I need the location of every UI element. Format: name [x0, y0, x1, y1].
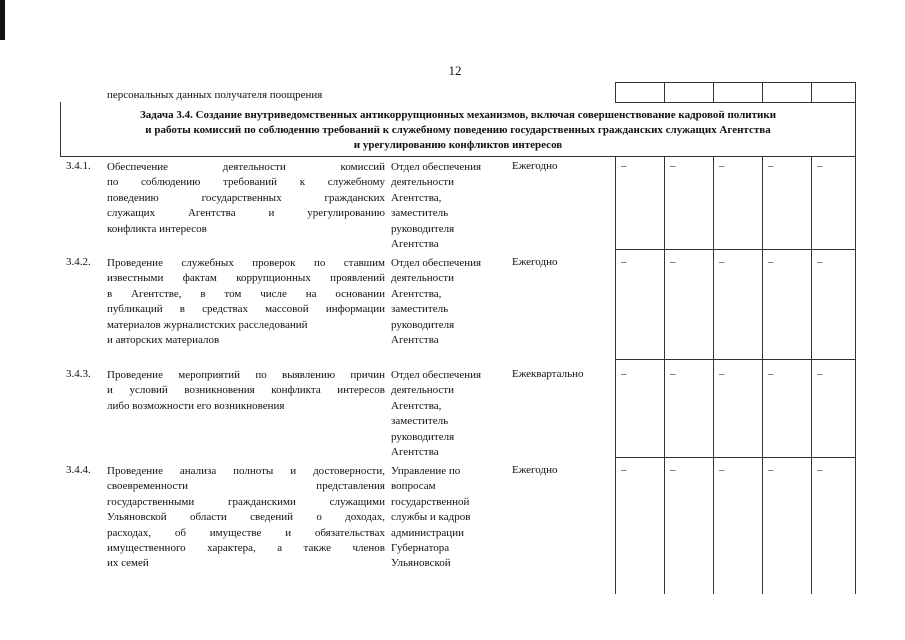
- responsible-line: Агентства,: [391, 191, 442, 204]
- responsible-line: Ульяновской: [391, 557, 451, 570]
- value-column-divider: [713, 156, 714, 594]
- value-cell: –: [621, 160, 627, 172]
- row-responsible: [391, 160, 481, 252]
- responsible-line: Управление по: [391, 465, 461, 477]
- description-line: либо возможности его возникновения: [107, 399, 285, 412]
- description-line: расходах, об имуществе и обязательствах: [107, 526, 385, 539]
- row-number: 3.4.2.: [66, 256, 91, 268]
- row-period: Ежегодно: [512, 160, 558, 172]
- task-heading-line: и урегулированию конфликтов интересов: [353, 139, 563, 151]
- task-header-bottom-border: [60, 156, 856, 157]
- description-line: своевременности представления: [107, 480, 385, 493]
- row-responsible: [391, 256, 481, 348]
- responsible-line: Агентства: [391, 238, 439, 251]
- value-cell: –: [670, 256, 676, 268]
- row-description: [107, 464, 385, 572]
- row-3-4-2-bottom-border: [615, 359, 856, 360]
- responsible-line: деятельности: [391, 272, 454, 285]
- description-line: Обеспечение деятельности комиссий: [107, 161, 385, 173]
- row-period: Ежеквартально: [512, 368, 584, 380]
- responsible-line: службы и кадров: [391, 511, 471, 524]
- responsible-line: руководителя: [391, 430, 455, 443]
- row-number: 3.4.1.: [66, 160, 91, 172]
- table-top-border: [615, 82, 856, 83]
- description-line: и авторских материалов: [107, 334, 220, 347]
- row-description: [107, 160, 385, 237]
- description-line: государственными гражданскими служащими: [107, 495, 385, 508]
- value-cell: –: [719, 160, 725, 172]
- description-line: Проведение анализа полноты и достоверности,: [107, 465, 385, 477]
- row-responsible: [391, 464, 470, 572]
- table-right-border: [855, 156, 856, 594]
- description-line: Проведение мероприятий по выявлению причин: [107, 369, 385, 381]
- value-cell: –: [670, 368, 676, 380]
- value-cell: –: [670, 160, 676, 172]
- responsible-line: Агентства,: [391, 287, 442, 300]
- value-cell: –: [670, 464, 676, 476]
- responsible-line: деятельности: [391, 176, 454, 189]
- description-line: Ульяновской области сведений о доходах,: [107, 511, 385, 524]
- value-cell: –: [768, 256, 774, 268]
- value-column-divider: [762, 82, 763, 103]
- description-line: их семей: [107, 557, 149, 570]
- description-line: конфликта интересов: [107, 222, 207, 235]
- row-number: 3.4.4.: [66, 464, 91, 476]
- value-cell: –: [621, 464, 627, 476]
- responsible-line: Агентства,: [391, 399, 442, 412]
- responsible-line: заместитель: [391, 303, 449, 316]
- responsible-line: администрации: [391, 526, 464, 539]
- value-cell: –: [817, 464, 823, 476]
- description-line: публикаций в средствах массовой информации: [107, 303, 385, 316]
- row-3-4-3-bottom-border: [615, 457, 856, 458]
- value-column-divider: [664, 82, 665, 103]
- description-line: по соблюдению требований к служебному: [107, 176, 385, 189]
- value-column-divider: [615, 156, 616, 594]
- description-line: поведению государственных гражданских: [107, 191, 385, 204]
- responsible-line: Отдел обеспечения: [391, 369, 482, 381]
- continuation-text: персональных данных получателя поощрения: [107, 89, 323, 101]
- scan-edge-mark: [0, 0, 5, 40]
- responsible-line: руководителя: [391, 318, 455, 331]
- responsible-line: деятельности: [391, 384, 454, 397]
- value-column-divider: [664, 156, 665, 594]
- value-cell: –: [621, 256, 627, 268]
- responsible-line: Губернатора: [391, 542, 450, 555]
- value-cell: –: [817, 160, 823, 172]
- task-heading-line: и работы комиссий по соблюдению требований к служебному поведению государственных гражданских служащих Агентства: [145, 124, 771, 136]
- value-cell: –: [768, 160, 774, 172]
- value-column-divider: [811, 156, 812, 594]
- responsible-line: Агентства: [391, 334, 439, 347]
- description-line: материалов журналистских расследований: [107, 318, 308, 331]
- continuation-row-bottom-border: [615, 102, 856, 103]
- row-responsible: [391, 368, 481, 460]
- responsible-line: Отдел обеспечения: [391, 161, 482, 173]
- row-period: Ежегодно: [512, 256, 558, 268]
- value-column-divider: [811, 82, 812, 103]
- page-number: 12: [448, 63, 462, 78]
- description-line: и условий возникновения конфликта интересов: [107, 384, 385, 397]
- responsible-line: руководителя: [391, 222, 455, 235]
- responsible-line: заместитель: [391, 207, 449, 220]
- row-3-4-1-bottom-border: [615, 249, 856, 250]
- value-cell: –: [768, 368, 774, 380]
- value-column-divider: [713, 82, 714, 103]
- value-cell: –: [719, 464, 725, 476]
- value-column-divider: [762, 156, 763, 594]
- value-column-divider: [615, 82, 616, 103]
- description-line: Проведение служебных проверок по ставшим: [107, 257, 385, 269]
- value-cell: –: [621, 368, 627, 380]
- responsible-line: вопросам: [391, 480, 436, 493]
- value-cell: –: [817, 368, 823, 380]
- description-line: в Агентстве, в том числе на основании: [107, 287, 385, 300]
- row-description: [107, 368, 385, 414]
- responsible-line: государственной: [391, 495, 470, 508]
- value-cell: –: [817, 256, 823, 268]
- responsible-line: Агентства: [391, 446, 439, 459]
- value-cell: –: [719, 368, 725, 380]
- row-number: 3.4.3.: [66, 368, 91, 380]
- description-line: известными фактам коррупционных проявлений: [107, 272, 385, 285]
- description-line: имущественного характера, а также членов: [107, 542, 385, 555]
- row-period: Ежегодно: [512, 464, 558, 476]
- row-description: [107, 256, 385, 348]
- value-cell: –: [768, 464, 774, 476]
- description-line: служащих Агентства и урегулированию: [107, 207, 385, 220]
- task-heading-line: Задача 3.4. Создание внутриведомственных антикоррупционных механизмов, включая совершенствование кадровой политики: [139, 109, 777, 121]
- value-cell: –: [719, 256, 725, 268]
- responsible-line: Отдел обеспечения: [391, 257, 482, 269]
- responsible-line: заместитель: [391, 415, 449, 428]
- task-heading: [60, 108, 856, 153]
